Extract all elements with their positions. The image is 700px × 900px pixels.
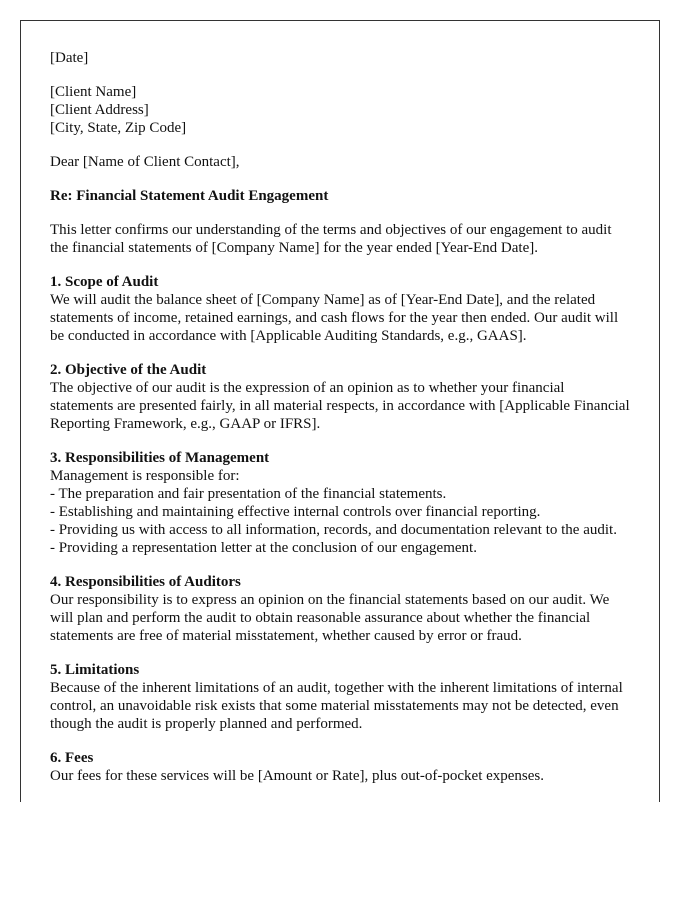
- client-address: [Client Address]: [50, 102, 149, 118]
- client-name: [Client Name]: [50, 84, 137, 100]
- subject-line: Re: Financial Statement Audit Engagement: [50, 188, 329, 204]
- letter-content: [50, 49, 630, 801]
- section-fees: [50, 749, 630, 785]
- section-body: Management is responsible for:: [50, 468, 240, 484]
- section-body: Our fees for these services will be [Amount or Rate], plus out-of-pocket expenses.: [50, 768, 545, 784]
- list-item: - Establishing and maintaining effective internal controls over financial reporting.: [50, 504, 541, 520]
- section-title: 6. Fees: [50, 750, 94, 766]
- letter-date: [Date]: [50, 50, 89, 66]
- section-body: Because of the inherent limitations of an audit, together with the inherent limitations of internal control, an unavoidable risk exists that some material misstatements may not be detected, even though the audit is properly planned and performed.: [50, 680, 623, 732]
- section-management-responsibilities: [50, 449, 630, 557]
- intro-paragraph: This letter confirms our understanding of the terms and objectives of our engagement to audit the financial statements of [Company Name] for the year ended [Year-End Date].: [50, 222, 612, 256]
- section-title: 2. Objective of the Audit: [50, 362, 207, 378]
- list-item: - Providing us with access to all information, records, and documentation relevant to the audit.: [50, 522, 617, 538]
- section-title: 5. Limitations: [50, 662, 140, 678]
- salutation: Dear [Name of Client Contact],: [50, 154, 240, 170]
- section-scope: [50, 273, 630, 345]
- client-address-block: [50, 83, 630, 137]
- list-item: - The preparation and fair presentation of the financial statements.: [50, 486, 447, 502]
- section-body: Our responsibility is to express an opinion on the financial statements based on our audit. We will plan and perform the audit to obtain reasonable assurance about whether the financial statements are free of material misstatement, whether caused by error or fraud.: [50, 592, 610, 644]
- section-objective: [50, 361, 630, 433]
- engagement-letter: [20, 20, 660, 802]
- list-item: - Providing a representation letter at the conclusion of our engagement.: [50, 540, 477, 556]
- section-limitations: [50, 661, 630, 733]
- section-body: We will audit the balance sheet of [Company Name] as of [Year-End Date], and the related statements of income, retained earnings, and cash flows for the year then ended. Our audit will be conducted in accordance with [Applicable Auditing Standards, e.g., GAAS].: [50, 292, 619, 344]
- section-title: 3. Responsibilities of Management: [50, 450, 270, 466]
- section-auditor-responsibilities: [50, 573, 630, 645]
- client-city-state-zip: [City, State, Zip Code]: [50, 120, 187, 136]
- section-body: The objective of our audit is the expression of an opinion as to whether your financial statements are presented fairly, in all material respects, in accordance with [Applicable Financial Reporting Framework, e.g., GAAP or IFRS].: [50, 380, 630, 432]
- section-title: 4. Responsibilities of Auditors: [50, 574, 241, 590]
- section-title: 1. Scope of Audit: [50, 274, 159, 290]
